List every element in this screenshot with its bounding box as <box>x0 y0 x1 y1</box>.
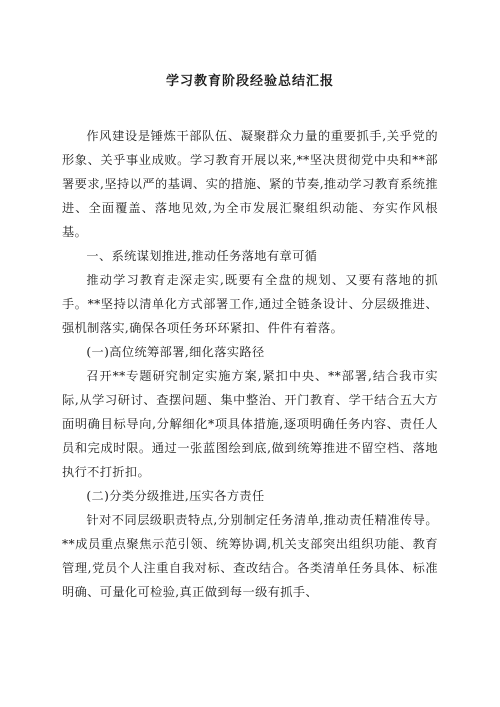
document-title: 学习教育阶段经验总结汇报 <box>165 74 334 89</box>
subsection-1-heading: (一)高位统筹部署,细化落实路径 <box>86 345 265 359</box>
section-1-paragraph: 推动学习教育走深走实,既要有全盘的规划、又要有落地的抓手。**坚持以清单化方式部署工作,通过全链条设计、分层级推进、强机制落实,确保各项任务环环紧扣、件件有着落。 <box>62 273 438 335</box>
section-1-heading: 一、系统谋划推进,推动任务落地有章可循 <box>86 249 318 263</box>
intro-paragraph: 作风建设是锤炼干部队伍、凝聚群众力量的重要抓手,关乎党的形象、关乎事业成败。学习教育开展以来,**坚决贯彻党中央和**部署要求,坚持以严的基调、实的措施、紧的节奏,推动学习教育系统推进、全面覆盖、落地见效,为全市发展汇聚组织动能、夯实作风根基。 <box>62 129 438 239</box>
subsection-1-paragraph: 召开**专题研究制定实施方案,紧扣中央、**部署,结合我市实际,从学习研讨、查摆问题、集中整治、开门教育、学干结合五大方面明确目标导向,分解细化*项具体措施,逐项明确任务内容、责任人员和完成时限。通过一张蓝图绘到底,做到统筹推进不留空档、落地执行不打折扣。 <box>62 369 438 479</box>
subsection-2-heading: (二)分类分级推进,压实各方责任 <box>86 489 265 503</box>
document-page <box>62 72 438 604</box>
subsection-2-paragraph: 针对不同层级职责特点,分别制定任务清单,推动责任精准传导。**成员重点聚焦示范引领、统筹协调,机关支部突出组织功能、教育管理,党员个人注重自我对标、查改结合。各类清单任务具体、标准明确、可量化可检验,真正做到每一级有抓手、 <box>62 513 438 599</box>
